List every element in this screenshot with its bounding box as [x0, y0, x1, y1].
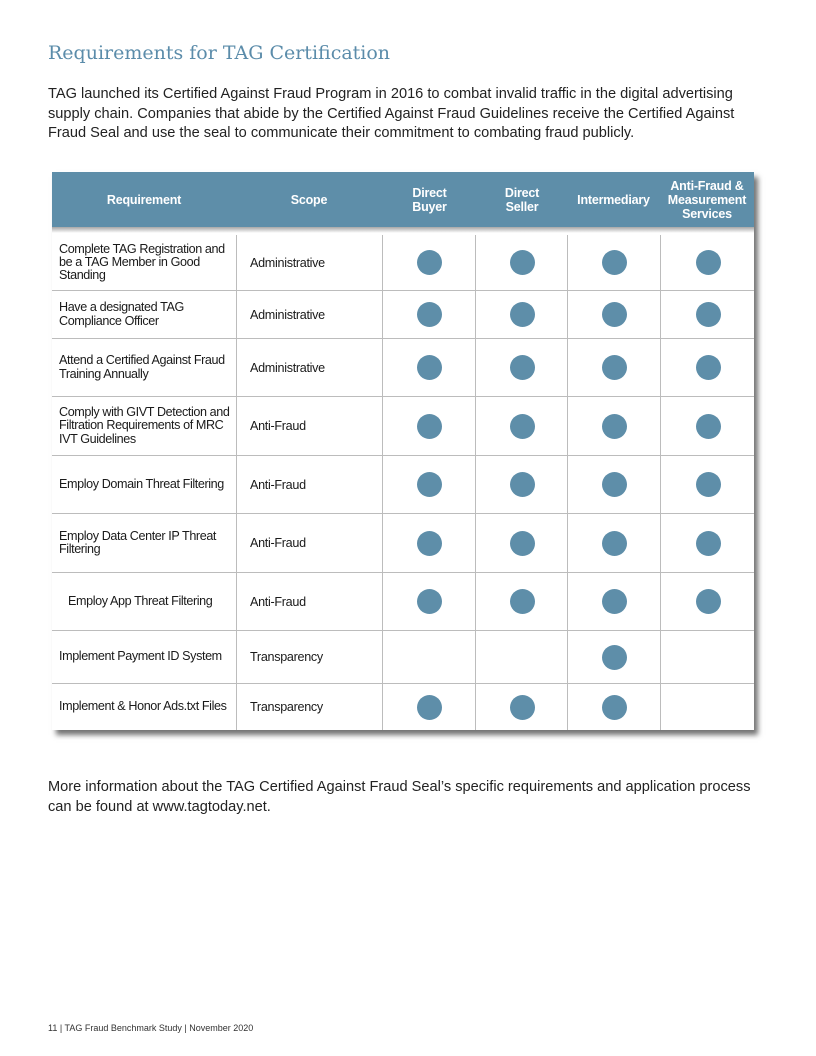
scope-cell: Administrative	[236, 235, 382, 290]
checkmark-dot-icon	[602, 472, 627, 497]
mark-cell	[475, 235, 568, 290]
mark-cell	[475, 456, 568, 513]
requirement-cell: Attend a Certified Against Fraud Training Annually	[59, 353, 225, 381]
mark-cell	[382, 397, 476, 455]
scope-cell: Transparency	[236, 631, 382, 683]
checkmark-dot-icon	[510, 250, 535, 275]
checkmark-dot-icon	[602, 250, 627, 275]
mark-cell	[660, 684, 755, 730]
page-footer: 11 | TAG Fraud Benchmark Study | November 2020	[48, 1023, 254, 1033]
header-anti-fraud-measurement: Anti-Fraud & Measurement Services	[667, 178, 747, 221]
mark-cell	[567, 573, 661, 630]
mark-cell	[475, 573, 568, 630]
header-direct-buyer: Direct Buyer	[412, 185, 447, 214]
checkmark-dot-icon	[602, 414, 627, 439]
mark-cell	[382, 514, 476, 572]
mark-cell	[382, 235, 476, 290]
checkmark-dot-icon	[696, 355, 721, 380]
checkmark-dot-icon	[696, 302, 721, 327]
requirement-cell: Complete TAG Registration and be a TAG Member in Good Standing	[59, 241, 225, 283]
mark-cell	[382, 291, 476, 338]
table-row	[52, 339, 754, 397]
checkmark-dot-icon	[602, 645, 627, 670]
header-direct-seller: Direct Seller	[504, 185, 540, 214]
checkmark-dot-icon	[602, 695, 627, 720]
mark-cell	[567, 397, 661, 455]
mark-cell	[382, 573, 476, 630]
mark-cell	[660, 291, 755, 338]
mark-cell	[382, 631, 476, 683]
table-row	[52, 631, 754, 684]
checkmark-dot-icon	[696, 414, 721, 439]
header-scope: Scope	[290, 192, 328, 207]
checkmark-dot-icon	[417, 250, 442, 275]
mark-cell	[567, 684, 661, 730]
requirement-cell: Employ Data Center IP Threat Filtering	[59, 528, 217, 556]
mark-cell	[475, 339, 568, 396]
table-row	[52, 397, 754, 456]
page-title: Requirements for TAG Certification	[48, 42, 391, 64]
intro-paragraph: TAG launched its Certified Against Fraud Program in 2016 to combat invalid traffic in the digital advertising supply chain. Companies that abide by the Certified Against Fraud Guidelines receive the Certified Against Fraud Seal and use the seal to communicate their commitment to combating fraud publicly.	[48, 86, 735, 141]
checkmark-dot-icon	[510, 414, 535, 439]
closing-paragraph: More information about the TAG Certified Against Fraud Seal’s specific requirements and application process can be found at www.tagtoday.net.	[48, 779, 751, 815]
checkmark-dot-icon	[417, 472, 442, 497]
scope-cell: Anti-Fraud	[236, 573, 382, 630]
mark-cell	[475, 631, 568, 683]
mark-cell	[567, 339, 661, 396]
mark-cell	[660, 339, 755, 396]
requirement-cell: Employ App Threat Filtering	[68, 593, 213, 608]
requirement-cell: Implement Payment ID System	[59, 649, 222, 664]
checkmark-dot-icon	[696, 250, 721, 275]
mark-cell	[382, 339, 476, 396]
checkmark-dot-icon	[510, 472, 535, 497]
mark-cell	[567, 514, 661, 572]
checkmark-dot-icon	[510, 589, 535, 614]
table-row	[52, 235, 754, 291]
checkmark-dot-icon	[417, 414, 442, 439]
scope-cell: Anti-Fraud	[236, 397, 382, 455]
checkmark-dot-icon	[510, 531, 535, 556]
mark-cell	[567, 235, 661, 290]
requirement-cell: Employ Domain Threat Filtering	[59, 476, 224, 491]
mark-cell	[660, 397, 755, 455]
requirement-cell: Comply with GIVT Detection and Filtration Requirements of MRC IVT Guidelines	[59, 405, 230, 446]
mark-cell	[567, 456, 661, 513]
scope-cell: Administrative	[236, 291, 382, 338]
table-header	[52, 172, 754, 227]
table-row	[52, 514, 754, 573]
header-intermediary: Intermediary	[577, 192, 650, 207]
mark-cell	[660, 631, 755, 683]
checkmark-dot-icon	[510, 695, 535, 720]
mark-cell	[475, 397, 568, 455]
checkmark-dot-icon	[602, 589, 627, 614]
checkmark-dot-icon	[696, 472, 721, 497]
table-row	[52, 573, 754, 631]
checkmark-dot-icon	[602, 355, 627, 380]
mark-cell	[660, 514, 755, 572]
mark-cell	[475, 291, 568, 338]
mark-cell	[382, 684, 476, 730]
checkmark-dot-icon	[602, 531, 627, 556]
table-body	[52, 235, 754, 730]
scope-cell: Transparency	[236, 684, 382, 730]
checkmark-dot-icon	[602, 302, 627, 327]
mark-cell	[660, 235, 755, 290]
mark-cell	[382, 456, 476, 513]
scope-cell: Administrative	[236, 339, 382, 396]
checkmark-dot-icon	[696, 531, 721, 556]
header-requirement: Requirement	[106, 192, 182, 207]
mark-cell	[475, 684, 568, 730]
checkmark-dot-icon	[510, 302, 535, 327]
scope-cell: Anti-Fraud	[236, 456, 382, 513]
mark-cell	[475, 514, 568, 572]
checkmark-dot-icon	[417, 695, 442, 720]
checkmark-dot-icon	[417, 589, 442, 614]
mark-cell	[660, 573, 755, 630]
requirement-cell: Implement & Honor Ads.txt Files	[59, 699, 227, 714]
certification-table	[52, 172, 754, 730]
requirement-cell: Have a designated TAG Compliance Officer	[59, 300, 184, 328]
table-row	[52, 291, 754, 339]
mark-cell	[567, 291, 661, 338]
checkmark-dot-icon	[510, 355, 535, 380]
table-row	[52, 684, 754, 730]
checkmark-dot-icon	[417, 531, 442, 556]
mark-cell	[660, 456, 755, 513]
scope-cell: Anti-Fraud	[236, 514, 382, 572]
table-row	[52, 456, 754, 514]
mark-cell	[567, 631, 661, 683]
checkmark-dot-icon	[696, 589, 721, 614]
checkmark-dot-icon	[417, 355, 442, 380]
checkmark-dot-icon	[417, 302, 442, 327]
